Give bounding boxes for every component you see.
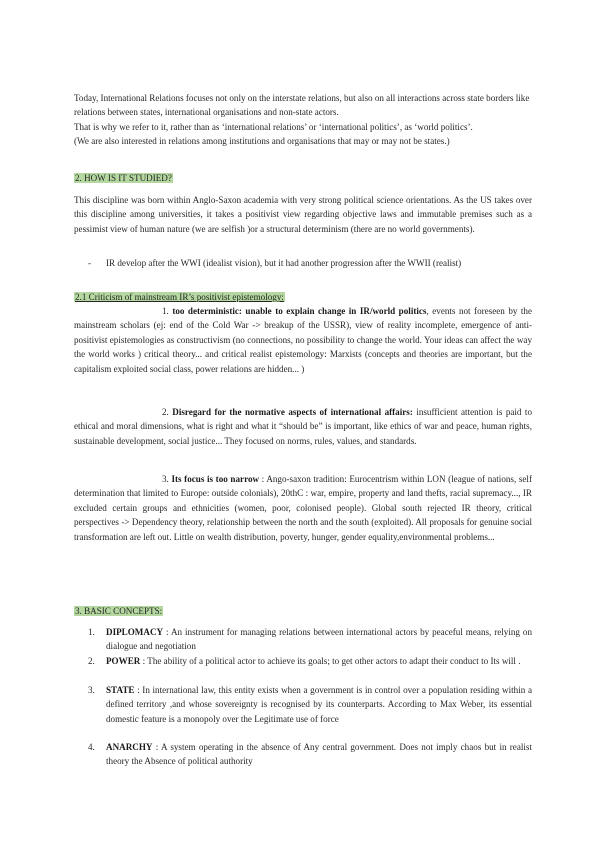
concept-number: 3. (88, 685, 95, 695)
section-2-heading (74, 171, 532, 185)
criticism-item-2-number: 2. (162, 407, 169, 417)
intro-text-2: That is why we refer to it, rather than as ‘international relations’ or ‘international politics’, as ‘world politics’. (74, 122, 473, 132)
concept-definition: : In international law, this entity exists when a government is in control over a population residing within a defined territory ,and whose sovereignty is recognised by its counterparts. According to Max Weber, its essential domestic feature is a monopoly over the Legitimate use of force (106, 685, 532, 724)
criticism-item-3-title: Its focus is too narrow (171, 474, 260, 484)
section-3-heading (74, 604, 532, 618)
intro-paragraph-2 (74, 120, 532, 134)
intro-paragraph-1 (74, 91, 532, 120)
concept-item (88, 625, 532, 654)
criticism-item-3-number: 3. (162, 474, 169, 484)
section-2-paragraph-text: This discipline was born within Anglo-Saxon academia with very strong political science orientations. As the US takes over this discipline among universities, it takes a positivist view regarding objective laws and immutable premises such as a pessimist view of human nature (we are selfish )or a structural determinism (there are no world governments). (74, 195, 532, 234)
concept-definition: : A system operating in the absence of Any central government. Does not imply chaos but in realist theory the Absence of political authority (106, 742, 532, 767)
concept-number: 2. (88, 656, 95, 666)
intro-text-3: (We are also interested in relations among institutions and organisations that may or may not be states.) (74, 136, 450, 146)
concept-item (88, 654, 532, 668)
criticism-item-3-text: : Ango-saxon tradition: Eurocentrism within LON (league of nations, self determination that limited to Europe: outside colonials), 20thC : war, empire, property and land thefts, racial supremacy..., IR excluded certain groups and ethnicities (women, poor, colonised people). Global south rejected IR theory, critical perspectives -> Dependency theory, relationship between the north and the south (exploited). All proposals for genuine social transformation are left out. Little on wealth distribution, poverty, hunger, gender equality,environmental problems... (74, 474, 532, 542)
intro-paragraph-3 (74, 134, 532, 148)
section-2-paragraph (74, 193, 532, 236)
concept-term: DIPLOMACY (106, 627, 164, 637)
concept-term: STATE (106, 685, 135, 695)
criticism-item-2-title: Disregard for the normative aspects of international affairs: (172, 407, 413, 417)
criticism-item-3 (74, 472, 532, 544)
criticism-item-1-text: , events not foreseen by the mainstream scholars (ej: end of the Cold War -> breakup of the USSR), view of reality incomplete, emergence of anti-positivist epistemologies as constructivism (no connections, no possibility to change the world. Your ideas can affect the way the world works ) critical theory... and critical realist epistemology: Marxists (concepts and theories are important, but the capitalism exploited social class, power relations are hidden... ) (74, 306, 532, 374)
concept-item (88, 683, 532, 726)
concept-item (88, 740, 532, 769)
concept-definition: : The ability of a political actor to achieve its goals; to get other actors to adapt their conduct to Its will . (140, 656, 521, 666)
criticism-item-1-number: 1. (162, 306, 169, 316)
section-2-bullet-text: IR develop after the WWI (idealist vision), but it had another progression after the WWII (realist) (106, 258, 462, 268)
section-2-1-heading-text: 2.1 Criticism of mainstream IR’s positivist epistemology: (75, 292, 284, 302)
section-3-heading-text: 3. BASIC CONCEPTS: (75, 606, 163, 616)
concept-definition: : An instrument for managing relations between international actors by peaceful means, relying on dialogue and negotiation (106, 627, 532, 652)
criticism-item-1 (74, 304, 532, 376)
section-2-bullet (88, 256, 532, 270)
concept-term: POWER (106, 656, 141, 666)
concept-term: ANARCHY (106, 742, 153, 752)
criticism-item-2-text: insufficient attention is paid to ethical and moral dimensions, what is right and what it “should be” is important, like ethics of war and peace, human rights, sustainable development, social justice... They focused on norms, rules, values, and standards. (74, 407, 533, 446)
concept-number: 1. (88, 627, 95, 637)
criticism-item-1-title: too deterministic: unable to explain change in IR/world politics (172, 306, 427, 316)
dash-bullet-icon: - (88, 258, 92, 268)
criticism-item-2 (74, 405, 532, 448)
intro-text-1: Today, International Relations focuses not only on the interstate relations, but also on all interactions across state borders like relations between states, international organisations and non-state actors. (74, 93, 530, 118)
section-2-1-heading (74, 290, 532, 304)
concept-number: 4. (88, 742, 95, 752)
section-2-heading-text: 2. HOW IS IT STUDIED? (75, 173, 172, 183)
